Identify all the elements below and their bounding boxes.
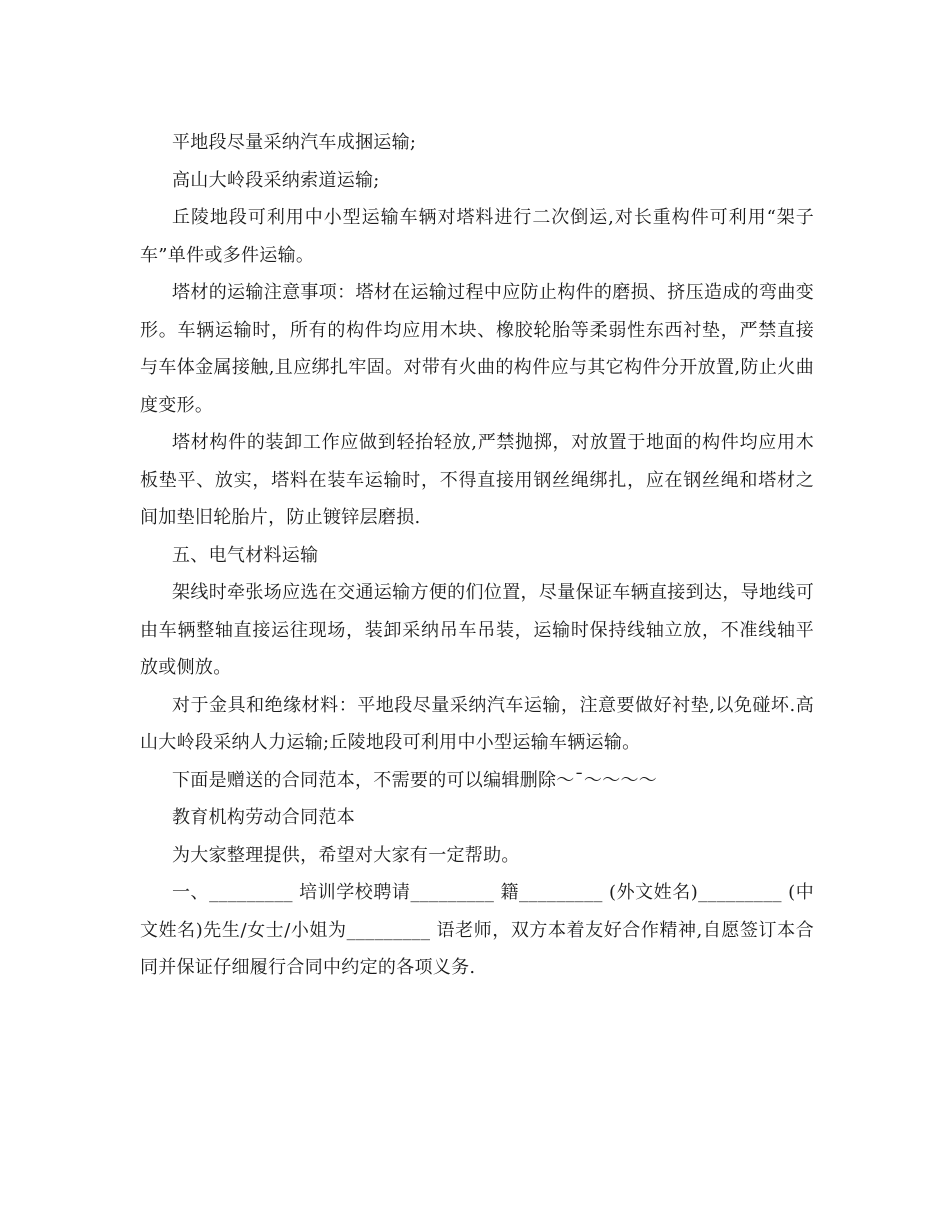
paragraph-mountain-section-transport: 高山大岭段采纳索道运输; xyxy=(172,169,380,191)
section-heading-electrical-materials: 五、电气材料运输 xyxy=(172,544,319,566)
paragraph-contract-clause-1: 一、_________ 培训学校聘请_________ 籍_________ (外文姓名)_________ (中文姓名)先生/女士/小姐为_________ 语老师，双方本着友好合作精神,自愿签订本合同并保证仔细履行合同中约定的各项义务. xyxy=(140,882,814,978)
paragraph-hill-section-transport: 丘陵地段可利用中小型运输车辆对塔料进行二次倒运,对长重构件可利用“架子车”单件或多件运输。 xyxy=(140,207,814,266)
contract-title: 教育机构劳动合同范本 xyxy=(172,807,355,828)
document-body xyxy=(140,124,814,987)
paragraph-fittings-insulation: 对于金具和绝缘材料：平地段尽量采纳汽车运输，注意要做好衬垫,以免碰坏.高山大岭段采纳人力运输;丘陵地段可利用中小型运输车辆运输。 xyxy=(140,694,814,753)
paragraph-tower-loading: 塔材构件的装卸工作应做到轻抬轻放,严禁抛掷，对放置于地面的构件均应用木板垫平、放实，塔料在装车运输时，不得直接用钢丝绳绑扎，应在钢丝绳和塔材之间加垫旧轮胎片，防止镀锌层磨损. xyxy=(140,432,814,528)
paragraph-contract-notice: 下面是赠送的合同范本，不需要的可以编辑删除～ˉ～～～～ xyxy=(172,769,658,791)
paragraph-tower-material-notes: 塔材的运输注意事项：塔材在运输过程中应防止构件的磨损、挤压造成的弯曲变形。车辆运输时，所有的构件均应用木块、橡胶轮胎等柔弱性东西衬垫，严禁直接与车体金属接触,且应绑扎牢固。对带有火曲的构件应与其它构件分开放置,防止火曲度变形。 xyxy=(140,282,814,416)
paragraph-contract-intro: 为大家整理提供，希望对大家有一定帮助。 xyxy=(172,844,520,866)
paragraph-flat-section-transport: 平地段尽量采纳汽车成捆运输; xyxy=(172,132,417,153)
paragraph-stringing-site: 架线时牵张场应选在交通运输方便的们位置，尽量保证车辆直接到达，导地线可由车辆整轴直接运往现场，装卸采纳吊车吊装，运输时保持线轴立放，不准线轴平放或侧放。 xyxy=(140,582,814,678)
